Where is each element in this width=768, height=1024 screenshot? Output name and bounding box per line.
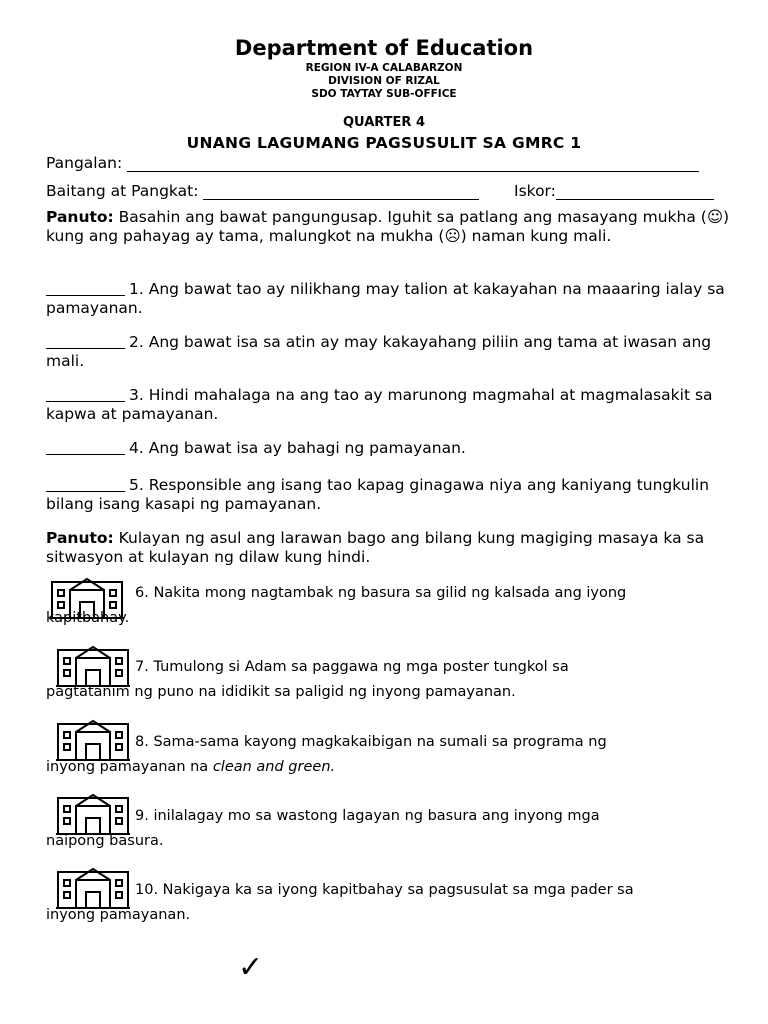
- item-text: 3. Hindi mahalaga na ang tao ay marunong magmahal at magmalasakit sa kapwa at pamayanan.: [46, 386, 713, 423]
- instructions-1-label: Panuto:: [46, 208, 114, 226]
- item-8-text: inyong pamayanan na: [46, 759, 213, 775]
- item-7-line2: pagtatanim ng puno na ididikit sa paligid ng inyong pamayanan.: [46, 684, 516, 700]
- item-8-line1: 8. Sama-sama kayong magkakaibigan na sumali sa programa ng: [135, 734, 607, 750]
- item-text: 1. Ang bawat tao ay nilikhang may talion at kakayahan na maaaring ialay sa pamayanan.: [46, 280, 725, 317]
- instructions-2-label: Panuto:: [46, 529, 114, 547]
- list-item: [46, 333, 736, 370]
- item-text: 4. Ang bawat isa ay bahagi ng pamayanan.: [129, 439, 466, 457]
- building-icon[interactable]: [56, 718, 130, 762]
- item-6-line1: 6. Nakita mong nagtambak ng basura sa gilid ng kalsada ang iyong: [135, 585, 627, 601]
- item-6-line2: kapitbahay.: [46, 610, 130, 626]
- list-item: [46, 439, 736, 458]
- instructions-2-text: Kulayan ng asul ang larawan bago ang bilang kung magiging masaya ka sa sitwasyon at kulayan ng dilaw kung hindi.: [46, 529, 705, 566]
- item-8-italic: clean and green.: [212, 759, 336, 775]
- item-10-line2: inyong pamayanan.: [46, 907, 191, 923]
- list-item: [46, 476, 736, 513]
- check-mark-icon: ✓: [238, 950, 264, 985]
- building-icon[interactable]: [56, 792, 130, 836]
- grade-blank[interactable]: [203, 183, 479, 200]
- item-text: 2. Ang bawat isa sa atin ay may kakayahang piliin ang tama at iwasan ang mali.: [46, 333, 712, 370]
- name-blank[interactable]: [127, 155, 699, 172]
- grade-field: [46, 182, 479, 200]
- item-10-line1: 10. Nakigaya ka sa iyong kapitbahay sa pagsusulat sa mga pader sa: [135, 882, 634, 898]
- answer-blank[interactable]: [46, 334, 125, 349]
- instructions-1: [46, 208, 736, 245]
- quarter-label: QUARTER 4: [342, 115, 426, 130]
- answer-blank[interactable]: [46, 440, 125, 455]
- instructions-2: [46, 529, 736, 566]
- region-text: REGION IV-A CALABARZON: [305, 62, 463, 74]
- score-label: Iskor:: [514, 182, 556, 200]
- list-item: [46, 280, 736, 317]
- name-field: [46, 154, 699, 172]
- building-icon[interactable]: [56, 644, 130, 688]
- instructions-1-text: Basahin ang bawat pangungusap. Iguhit sa patlang ang masayang mukha (☺) kung ang pahayag ay tama, malungkot na mukha (☹) naman kung mali.: [46, 208, 730, 245]
- score-field: [514, 182, 714, 200]
- item-text: 5. Responsible ang isang tao kapag ginagawa niya ang kaniyang tungkulin bilang isang kasapi ng pamayanan.: [46, 476, 710, 513]
- name-label: Pangalan:: [46, 154, 123, 172]
- item-9-line1: 9. inilalagay mo sa wastong lagayan ng basura ang inyong mga: [135, 808, 600, 824]
- page-title: Department of Education: [234, 36, 534, 60]
- item-7-line1: 7. Tumulong si Adam sa paggawa ng mga poster tungkol sa: [135, 659, 569, 675]
- answer-blank[interactable]: [46, 387, 125, 402]
- answer-blank[interactable]: [46, 281, 125, 296]
- building-icon[interactable]: [56, 866, 130, 910]
- answer-blank[interactable]: [46, 477, 125, 492]
- item-9-line2: naipong basura.: [46, 833, 164, 849]
- office-text: SDO TAYTAY SUB-OFFICE: [311, 88, 457, 100]
- list-item: [46, 386, 736, 423]
- score-blank[interactable]: [556, 183, 714, 200]
- item-8-line2: [46, 759, 335, 775]
- grade-label: Baitang at Pangkat:: [46, 182, 199, 200]
- division-text: DIVISION OF RIZAL: [328, 75, 440, 87]
- exam-title: UNANG LAGUMANG PAGSUSULIT SA GMRC 1: [186, 134, 582, 152]
